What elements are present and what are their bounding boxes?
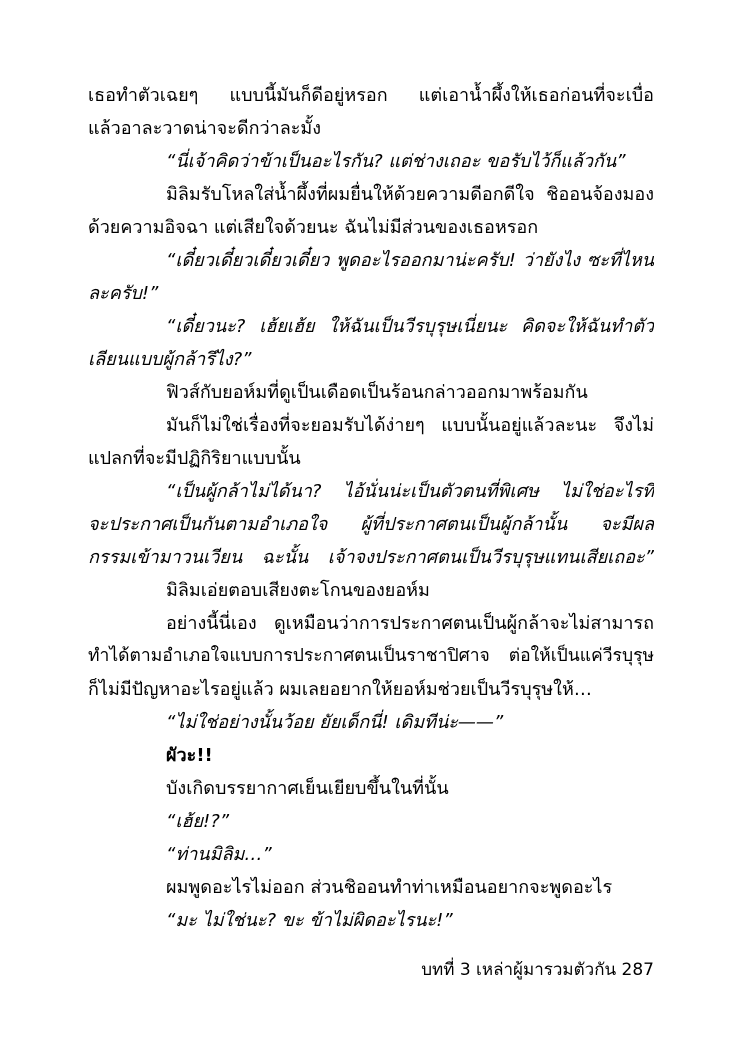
text-line: “เฮ้ย!?” xyxy=(166,811,230,832)
text-line: ทำได้ตามอำเภอใจแบบการประกาศตนเป็นราชาปิศาจ ต่อให้เป็นแค่วีรบุรุษ xyxy=(88,646,654,666)
text-line: เลียนแบบผู้กล้ารึไง?” xyxy=(88,349,252,370)
page-footer: บทที่ 3 เหล่าผู้มารวมตัวกัน 287 xyxy=(421,960,654,980)
text-line: จะประกาศเป็นกันตามอำเภอใจ ผู้ที่ประกาศตนเป็นผู้กล้านั้น จะมีผล xyxy=(88,514,654,535)
text-line: ด้วยความอิจฉา แต่เสียใจด้วยนะ ฉันไม่มีส่วนของเธอหรอก xyxy=(88,217,539,238)
text-line: “มะ ไม่ใช่นะ? ขะ ข้าไม่ผิดอะไรนะ!” xyxy=(166,910,453,931)
text-line: เธอทำตัวเฉยๆ แบบนี้มันก็ดีอยู่หรอก แต่เอาน้ำผึ้งให้เธอก่อนที่จะเบื่อ xyxy=(88,85,654,106)
text-line: มันก็ไม่ใช่เรื่องที่จะยอมรับได้ง่ายๆ แบบนั้นอยู่แล้วละนะ จึงไม่ xyxy=(166,415,654,436)
text-line: “นี่เจ้าคิดว่าข้าเป็นอะไรกัน? แต่ช่างเถอะ ขอรับไว้ก็แล้วกัน” xyxy=(166,151,626,172)
text-line: ละครับ!” xyxy=(88,283,159,304)
text-line: “เดี๋ยวเดี๋ยวเดี๋ยวเดี๋ยว พูดอะไรออกมาน่ะครับ! ว่ายังไง ซะที่ไหน xyxy=(166,250,654,271)
text-line: มิลิมรับโหลใส่น้ำผึ้งที่ผมยื่นให้ด้วยความดีอกดีใจ ชิออนจ้องมอง xyxy=(166,184,654,205)
text-line: ก็ไม่มีปัญหาอะไรอยู่แล้ว ผมเลยอยากให้ยอห์มช่วยเป็นวีรบุรุษให้… xyxy=(88,679,592,700)
text-line: “ท่านมิลิม…” xyxy=(166,844,272,865)
text-line: บังเกิดบรรยากาศเย็นเยียบขึ้นในที่นั้น xyxy=(166,778,449,799)
text-line: “เดี๋ยวนะ? เฮ้ยเฮ้ย ให้ฉันเป็นวีรบุรุษเนี่ยนะ คิดจะให้ฉันทำตัว xyxy=(166,316,654,337)
text-line: ผมพูดอะไรไม่ออก ส่วนชิออนทำท่าเหมือนอยากจะพูดอะไร xyxy=(166,877,613,898)
text-line: แล้วอาละวาดน่าจะดีกว่าละมั้ง xyxy=(88,118,322,139)
text-line: กรรมเข้ามาวนเวียน ฉะนั้น เจ้าจงประกาศตนเป็นวีรบุรุษแทนเสียเถอะ” xyxy=(88,547,654,568)
text-line: แปลกที่จะมีปฏิกิริยาแบบนั้น xyxy=(88,448,301,469)
text-line: ฟิวส์กับยอห์มที่ดูเป็นเดือดเป็นร้อนกล่าวออกมาพร้อมกัน xyxy=(166,382,588,403)
text-line: มิลิมเอ่ยตอบเสียงตะโกนของยอห์ม xyxy=(166,580,430,601)
text-line: ผัวะ!! xyxy=(166,745,213,766)
text-line: อย่างนี้นี่เอง ดูเหมือนว่าการประกาศตนเป็นผู้กล้าจะไม่สามารถ xyxy=(166,613,654,634)
text-line: “เป็นผู้กล้าไม่ได้นา? ไอ้นั่นน่ะเป็นตัวตนที่พิเศษ ไม่ใช่อะไรที่ xyxy=(166,481,654,502)
body-text xyxy=(88,79,654,937)
text-line: “ไม่ใช่อย่างนั้นว้อย ยัยเด็กนี่! เดิมทีน่ะ——” xyxy=(166,712,504,733)
